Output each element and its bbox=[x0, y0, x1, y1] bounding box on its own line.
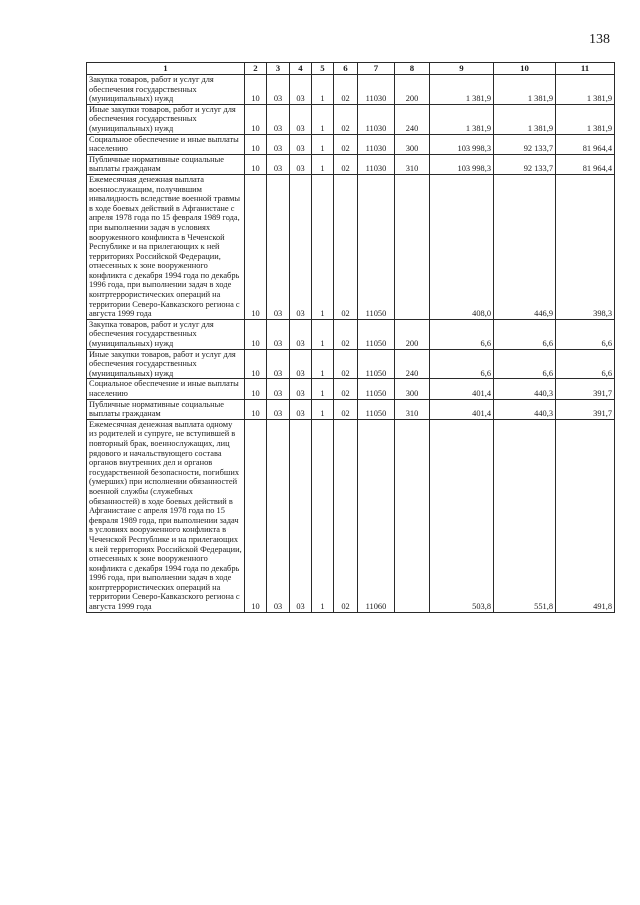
code-cell: 10 bbox=[245, 75, 267, 105]
code-cell: 1 bbox=[312, 134, 334, 154]
table-row bbox=[87, 134, 615, 154]
code-cell: 10 bbox=[245, 154, 267, 174]
code-cell: 02 bbox=[334, 154, 358, 174]
amount-cell: 6,6 bbox=[556, 319, 615, 349]
amount-cell: 6,6 bbox=[556, 349, 615, 379]
code-cell: 300 bbox=[395, 134, 430, 154]
code-cell: 11060 bbox=[358, 419, 395, 612]
amount-cell: 103 998,3 bbox=[430, 154, 494, 174]
code-cell: 03 bbox=[290, 75, 312, 105]
code-cell: 10 bbox=[245, 379, 267, 399]
amount-cell: 440,3 bbox=[494, 399, 556, 419]
amount-cell: 1 381,9 bbox=[494, 75, 556, 105]
code-cell: 02 bbox=[334, 379, 358, 399]
code-cell: 310 bbox=[395, 399, 430, 419]
page-number: 138 bbox=[589, 32, 610, 47]
code-cell: 11030 bbox=[358, 104, 395, 134]
code-cell: 11050 bbox=[358, 399, 395, 419]
code-cell: 03 bbox=[290, 104, 312, 134]
code-cell: 1 bbox=[312, 104, 334, 134]
code-cell: 02 bbox=[334, 399, 358, 419]
code-cell bbox=[395, 419, 430, 612]
code-cell: 02 bbox=[334, 419, 358, 612]
code-cell: 1 bbox=[312, 419, 334, 612]
amount-cell: 92 133,7 bbox=[494, 134, 556, 154]
code-cell: 200 bbox=[395, 319, 430, 349]
amount-cell: 398,3 bbox=[556, 174, 615, 319]
amount-cell: 401,4 bbox=[430, 399, 494, 419]
table-row bbox=[87, 104, 615, 134]
amount-cell: 1 381,9 bbox=[494, 104, 556, 134]
amount-cell: 503,8 bbox=[430, 419, 494, 612]
code-cell: 03 bbox=[267, 154, 290, 174]
code-cell: 03 bbox=[267, 134, 290, 154]
code-cell: 03 bbox=[267, 75, 290, 105]
code-cell: 03 bbox=[267, 104, 290, 134]
header-cell: 7 bbox=[358, 63, 395, 75]
code-cell: 200 bbox=[395, 75, 430, 105]
code-cell: 310 bbox=[395, 154, 430, 174]
code-cell: 10 bbox=[245, 419, 267, 612]
code-cell: 1 bbox=[312, 399, 334, 419]
budget-table bbox=[86, 62, 615, 613]
amount-cell: 491,8 bbox=[556, 419, 615, 612]
code-cell: 03 bbox=[290, 419, 312, 612]
header-row bbox=[87, 63, 615, 75]
code-cell: 02 bbox=[334, 104, 358, 134]
row-name: Иные закупки товаров, работ и услуг для обеспечения государственных (муниципальных) нужд bbox=[87, 104, 245, 134]
row-name: Ежемесячная денежная выплата военнослужащим, получившим инвалидность вследствие военной травмы в ходе боевых действий в Афганистане с апреля 1978 года по 15 февраля 1989 года, при выполнении задач в условиях вооруженного конфликта в Чеченской Республике и на прилегающих к ней территориях Российской Федерации, отнесенных к зоне вооруженного конфликта с декабря 1994 года по декабрь 1996 года, при выполнении задач в ходе контртеррористических операций на территории Северо-Кавказского региона с августа 1999 года bbox=[87, 174, 245, 319]
code-cell: 03 bbox=[267, 349, 290, 379]
code-cell: 11030 bbox=[358, 154, 395, 174]
code-cell: 03 bbox=[267, 399, 290, 419]
header-cell: 10 bbox=[494, 63, 556, 75]
code-cell: 11050 bbox=[358, 174, 395, 319]
code-cell: 02 bbox=[334, 174, 358, 319]
code-cell: 240 bbox=[395, 104, 430, 134]
code-cell: 02 bbox=[334, 349, 358, 379]
code-cell: 300 bbox=[395, 379, 430, 399]
row-name: Публичные нормативные социальные выплаты гражданам bbox=[87, 399, 245, 419]
header-cell: 11 bbox=[556, 63, 615, 75]
amount-cell: 92 133,7 bbox=[494, 154, 556, 174]
code-cell: 11030 bbox=[358, 134, 395, 154]
amount-cell: 408,0 bbox=[430, 174, 494, 319]
code-cell: 02 bbox=[334, 75, 358, 105]
code-cell: 10 bbox=[245, 319, 267, 349]
code-cell: 03 bbox=[290, 319, 312, 349]
amount-cell: 6,6 bbox=[494, 319, 556, 349]
code-cell: 03 bbox=[267, 379, 290, 399]
header-cell: 4 bbox=[290, 63, 312, 75]
code-cell: 02 bbox=[334, 319, 358, 349]
table-row bbox=[87, 75, 615, 105]
table-row bbox=[87, 399, 615, 419]
amount-cell: 1 381,9 bbox=[556, 104, 615, 134]
amount-cell: 446,9 bbox=[494, 174, 556, 319]
code-cell: 03 bbox=[290, 174, 312, 319]
code-cell: 10 bbox=[245, 104, 267, 134]
header-cell: 1 bbox=[87, 63, 245, 75]
code-cell: 02 bbox=[334, 134, 358, 154]
table-row bbox=[87, 174, 615, 319]
code-cell bbox=[395, 174, 430, 319]
header-cell: 2 bbox=[245, 63, 267, 75]
table-row bbox=[87, 349, 615, 379]
code-cell: 1 bbox=[312, 75, 334, 105]
table-row bbox=[87, 379, 615, 399]
code-cell: 11030 bbox=[358, 75, 395, 105]
header-cell: 9 bbox=[430, 63, 494, 75]
amount-cell: 1 381,9 bbox=[430, 104, 494, 134]
code-cell: 1 bbox=[312, 319, 334, 349]
amount-cell: 391,7 bbox=[556, 379, 615, 399]
code-cell: 10 bbox=[245, 399, 267, 419]
code-cell: 240 bbox=[395, 349, 430, 379]
code-cell: 10 bbox=[245, 349, 267, 379]
amount-cell: 401,4 bbox=[430, 379, 494, 399]
row-name: Закупка товаров, работ и услуг для обеспечения государственных (муниципальных) нужд bbox=[87, 319, 245, 349]
code-cell: 1 bbox=[312, 349, 334, 379]
amount-cell: 440,3 bbox=[494, 379, 556, 399]
header-cell: 3 bbox=[267, 63, 290, 75]
amount-cell: 81 964,4 bbox=[556, 154, 615, 174]
code-cell: 03 bbox=[267, 319, 290, 349]
row-name: Социальное обеспечение и иные выплаты населению bbox=[87, 379, 245, 399]
code-cell: 11050 bbox=[358, 379, 395, 399]
header-cell: 8 bbox=[395, 63, 430, 75]
code-cell: 03 bbox=[290, 349, 312, 379]
code-cell: 03 bbox=[267, 174, 290, 319]
header-cell: 5 bbox=[312, 63, 334, 75]
code-cell: 1 bbox=[312, 154, 334, 174]
code-cell: 1 bbox=[312, 174, 334, 319]
row-name: Публичные нормативные социальные выплаты гражданам bbox=[87, 154, 245, 174]
amount-cell: 103 998,3 bbox=[430, 134, 494, 154]
table-row bbox=[87, 154, 615, 174]
code-cell: 1 bbox=[312, 379, 334, 399]
code-cell: 03 bbox=[267, 419, 290, 612]
amount-cell: 1 381,9 bbox=[556, 75, 615, 105]
row-name: Ежемесячная денежная выплата одному из родителей и супруге, не вступившей в повторный брак, военнослужащих, лиц рядового и начальствующего состава органов внутренних дел и органов государственной безопасности, погибших (умерших) при исполнении обязанностей военной службы (служебных обязанностей) в ходе боевых действий в Афганистане с апреля 1978 года по 15 февраля 1989 года, при выполнении задач в условиях вооруженного конфликта в Чеченской Республике и на прилегающих к ней территориях Российской Федерации, отнесенных к зоне вооруженного конфликта с декабря 1994 года по декабрь 1996 года, при выполнении задач в ходе контртеррористических операций на территории Северо-Кавказского региона с августа 1999 года bbox=[87, 419, 245, 612]
code-cell: 11050 bbox=[358, 349, 395, 379]
code-cell: 03 bbox=[290, 154, 312, 174]
code-cell: 03 bbox=[290, 134, 312, 154]
code-cell: 10 bbox=[245, 174, 267, 319]
code-cell: 03 bbox=[290, 379, 312, 399]
amount-cell: 81 964,4 bbox=[556, 134, 615, 154]
amount-cell: 551,8 bbox=[494, 419, 556, 612]
code-cell: 11050 bbox=[358, 319, 395, 349]
amount-cell: 6,6 bbox=[430, 349, 494, 379]
code-cell: 03 bbox=[290, 399, 312, 419]
amount-cell: 6,6 bbox=[494, 349, 556, 379]
table-row bbox=[87, 419, 615, 612]
amount-cell: 6,6 bbox=[430, 319, 494, 349]
row-name: Социальное обеспечение и иные выплаты населению bbox=[87, 134, 245, 154]
code-cell: 10 bbox=[245, 134, 267, 154]
table-row bbox=[87, 319, 615, 349]
row-name: Закупка товаров, работ и услуг для обеспечения государственных (муниципальных) нужд bbox=[87, 75, 245, 105]
row-name: Иные закупки товаров, работ и услуг для обеспечения государственных (муниципальных) нужд bbox=[87, 349, 245, 379]
amount-cell: 391,7 bbox=[556, 399, 615, 419]
header-cell: 6 bbox=[334, 63, 358, 75]
amount-cell: 1 381,9 bbox=[430, 75, 494, 105]
